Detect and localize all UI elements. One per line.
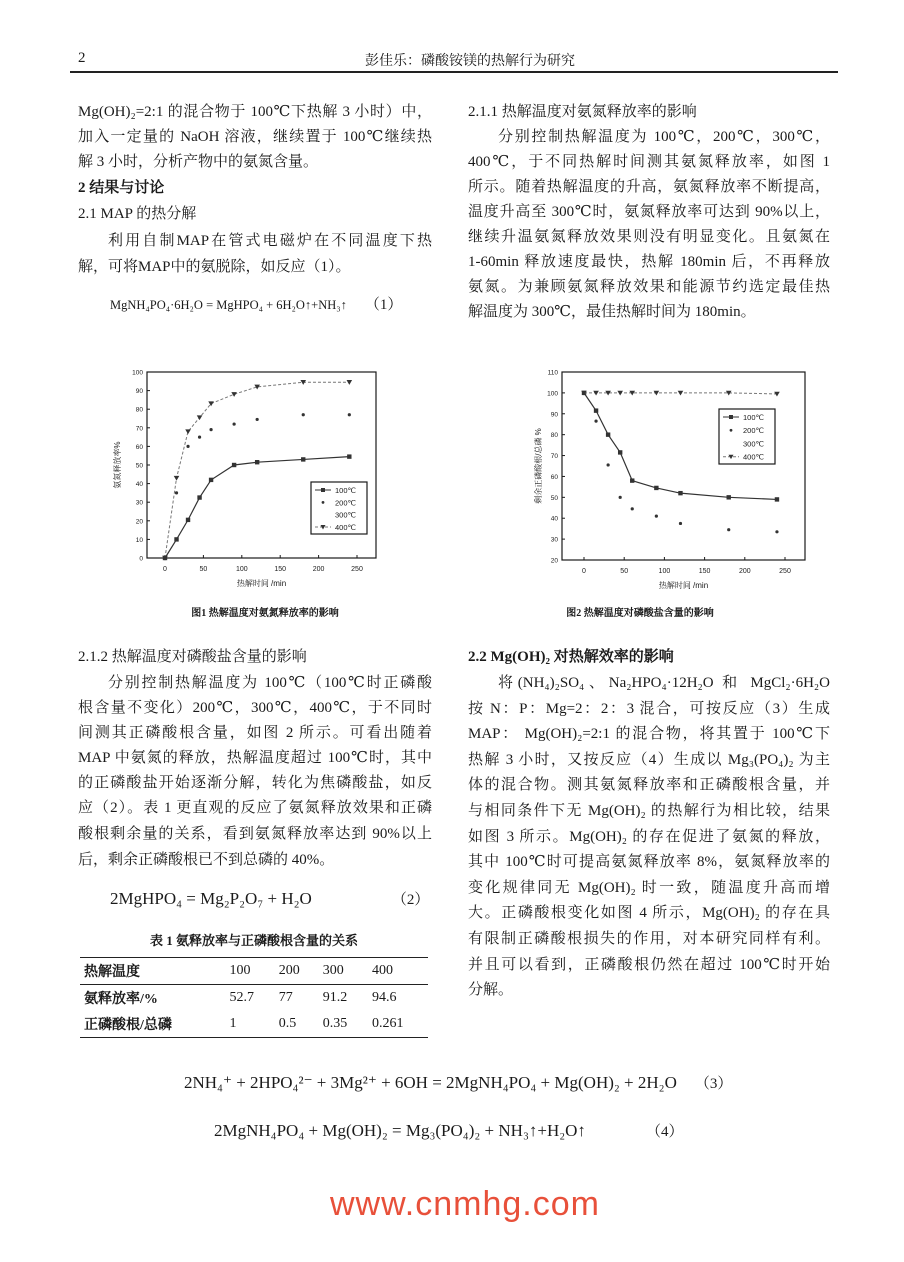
data-point-square bbox=[727, 495, 731, 499]
legend-marker-square bbox=[729, 415, 733, 419]
text-line: 酸根剩余量的关系，看到氨氮释放率达到 90%以上 bbox=[78, 826, 432, 842]
text-line: 热解 3 小时，又按反应（4）生成以 Mg₃(PO₄)₂ 为主 bbox=[468, 752, 830, 768]
y-tick-label: 60 bbox=[550, 473, 558, 481]
legend-label: 200℃ bbox=[335, 498, 356, 508]
text-line: 分解。 bbox=[468, 982, 514, 998]
y-tick-label: 80 bbox=[135, 406, 143, 414]
figure-2-caption: 图2 热解温度对磷酸盐含量的影响 bbox=[566, 608, 714, 619]
data-point-dot bbox=[727, 528, 730, 531]
data-point-triangle bbox=[185, 429, 191, 434]
x-axis-label: 热解时间 /min bbox=[236, 579, 287, 588]
x-tick-label: 0 bbox=[163, 566, 167, 573]
table-cell: 0.261 bbox=[372, 1016, 404, 1031]
legend-label: 100℃ bbox=[335, 486, 356, 495]
legend-marker-dot bbox=[322, 501, 325, 504]
table-header-cell: 300 bbox=[319, 958, 368, 985]
text-line: Mg(OH)₂=2:1 的混合物于 100℃下热解 3 小时）中， bbox=[78, 104, 432, 120]
x-tick-label: 150 bbox=[698, 568, 711, 575]
data-point-square bbox=[186, 518, 190, 522]
text-line: 其中 100℃时可提高氨氮释放率 8%，氨氮释放率的 bbox=[468, 854, 830, 870]
y-tick-label: 40 bbox=[135, 481, 143, 489]
table-cell: 氨释放率/% bbox=[84, 992, 158, 1007]
table-header-cell: 400 bbox=[368, 958, 428, 985]
data-point-dot bbox=[775, 530, 778, 533]
equation-3-number: （3） bbox=[694, 1076, 733, 1092]
subsection-heading: 2.2 Mg(OH)₂ 对热解效率的影响 bbox=[468, 649, 674, 665]
table-cell: 0.5 bbox=[278, 1016, 297, 1031]
legend-label: 100℃ bbox=[743, 413, 764, 422]
x-tick-label: 100 bbox=[235, 566, 248, 573]
table-cell: 52.7 bbox=[229, 990, 254, 1005]
equation-2: 2MgHPO₄ = Mg₂P₂O₇ + H₂O bbox=[110, 889, 312, 908]
text-line: 分别控制热解温度为 100℃，200℃，300℃， bbox=[498, 129, 830, 145]
table-header-cell: 热解温度 bbox=[80, 958, 225, 985]
x-tick-label: 200 bbox=[738, 568, 751, 575]
subsection-heading: 2.1.1 热解温度对氨氮释放率的影响 bbox=[468, 104, 697, 120]
equation-1-number: （1） bbox=[364, 297, 403, 313]
watermark: www.cnmhg.com bbox=[330, 1185, 600, 1223]
y-axis-label: 氨氮释放率% bbox=[113, 441, 122, 489]
page-number: 2 bbox=[78, 50, 86, 66]
text-line: 大。正磷酸根变化如图 4 所示，Mg(OH)₂ 的存在具 bbox=[468, 905, 830, 921]
text-line: 继续升温氨氮释放效果则没有明显变化。且氨氮在 bbox=[468, 229, 830, 245]
data-point-dot bbox=[233, 422, 236, 425]
text-line: 间测其正磷酸根含量，如图 2 所示。可看出随着 bbox=[78, 725, 432, 741]
y-tick-label: 60 bbox=[135, 443, 143, 451]
table-cell: 91.2 bbox=[322, 990, 348, 1005]
data-point-dot bbox=[175, 491, 178, 494]
data-point-dot bbox=[655, 515, 658, 518]
data-point-square bbox=[594, 408, 598, 412]
data-point-triangle bbox=[678, 391, 684, 396]
plot-frame bbox=[562, 372, 805, 560]
running-title: 彭佳乐：磷酸铵镁的热解行为研究 bbox=[365, 54, 575, 69]
data-point-square bbox=[654, 486, 658, 490]
data-point-square bbox=[174, 537, 178, 541]
data-point-triangle bbox=[231, 392, 237, 397]
data-point-square bbox=[197, 495, 201, 499]
data-point-square bbox=[347, 454, 351, 458]
equation-2-row bbox=[110, 888, 429, 909]
text-line: 体的混合物。测其氨氮释放率和正磷酸根含量，并 bbox=[468, 777, 830, 793]
data-point-triangle bbox=[174, 476, 180, 481]
equation-3: 2NH₄⁺ + 2HPO₄²⁻ + 3Mg²⁺ + 6OH = 2MgNH₄PO₄ + Mg(OH)₂ + 2H₂O bbox=[184, 1073, 677, 1092]
table-header-cell: 100 bbox=[225, 958, 274, 985]
text-line: MAP 中氨氮的释放，热解温度超过 100℃时，其中 bbox=[78, 750, 432, 766]
y-tick-label: 30 bbox=[550, 536, 558, 544]
y-tick-label: 80 bbox=[550, 432, 558, 440]
x-tick-label: 0 bbox=[582, 568, 586, 575]
legend-marker-dot bbox=[730, 429, 733, 432]
x-tick-label: 50 bbox=[620, 568, 629, 575]
text-line: 利用自制MAP在管式电磁炉在不同温度下热 bbox=[108, 233, 432, 249]
x-tick-label: 250 bbox=[779, 568, 791, 575]
table-cell: 94.6 bbox=[372, 990, 397, 1005]
y-tick-label: 70 bbox=[135, 425, 143, 433]
legend-label: 200℃ bbox=[743, 426, 764, 436]
data-point-dot bbox=[302, 413, 305, 416]
text-line: MAP： Mg(OH)₂=2:1 的混合物，将其置于 100℃下 bbox=[468, 726, 830, 742]
y-axis-label: 剩余正磷酸根/总磷 % bbox=[534, 428, 543, 504]
legend-label: 400℃ bbox=[335, 523, 356, 533]
y-tick-label: 20 bbox=[550, 557, 558, 565]
table-row bbox=[80, 1011, 428, 1038]
legend-label: 300℃ bbox=[743, 439, 764, 449]
data-point-square bbox=[255, 460, 259, 464]
data-point-square bbox=[209, 478, 213, 482]
table-cell: 正磷酸根/总磷 bbox=[84, 1018, 172, 1033]
legend-label: 400℃ bbox=[743, 452, 764, 462]
y-tick-label: 0 bbox=[139, 555, 143, 563]
x-tick-label: 150 bbox=[274, 566, 287, 573]
equation-3-row bbox=[184, 1072, 732, 1093]
data-point-dot bbox=[198, 436, 201, 439]
text-line: 的正磷酸盐开始逐渐分解，转化为焦磷酸盐，如反 bbox=[78, 775, 432, 791]
text-line: 1-60min 释放速度最快，热解 180min 后，不再释放 bbox=[468, 254, 830, 270]
data-point-dot bbox=[607, 463, 610, 466]
figure-1-caption: 图1 热解温度对氨氮释放率的影响 bbox=[191, 608, 339, 619]
table-cell: 0.35 bbox=[322, 1016, 348, 1031]
table-cell: 1 bbox=[229, 1016, 237, 1031]
data-point-square bbox=[606, 432, 610, 436]
y-tick-label: 20 bbox=[135, 518, 143, 526]
data-point-dot bbox=[679, 522, 682, 525]
legend-marker-square bbox=[321, 488, 325, 492]
y-tick-label: 100 bbox=[132, 369, 143, 377]
text-line: 氨氮。为兼顾氨氮释放效果和能源节约选定最佳热 bbox=[468, 279, 830, 295]
y-tick-label: 90 bbox=[550, 411, 558, 419]
data-point-square bbox=[775, 497, 779, 501]
text-line: 所示。随着热解温度的升高，氨氮释放率不断提高， bbox=[468, 179, 830, 195]
y-tick-label: 10 bbox=[135, 536, 143, 544]
data-point-square bbox=[232, 463, 236, 467]
table-header-row bbox=[80, 958, 428, 985]
text-line: 变化规律同无 Mg(OH)₂ 时一致，随温度升高而增 bbox=[468, 880, 830, 896]
y-tick-label: 110 bbox=[547, 369, 558, 377]
section-heading: 2 结果与讨论 bbox=[78, 180, 165, 196]
x-tick-label: 200 bbox=[312, 566, 325, 573]
text-line: 与相同条件下无 Mg(OH)₂ 的热解行为相比较，结果 bbox=[468, 803, 830, 819]
y-tick-label: 100 bbox=[547, 390, 558, 398]
y-tick-label: 50 bbox=[550, 494, 558, 502]
data-point-dot bbox=[186, 445, 189, 448]
equation-4: 2MgNH₄PO₄ + Mg(OH)₂ = Mg₃(PO₄)₂ + NH₃↑+H₂O↑ bbox=[214, 1121, 586, 1140]
table-1 bbox=[80, 957, 428, 1038]
x-tick-label: 50 bbox=[199, 566, 208, 573]
text-line: 如图 3 所示。Mg(OH)₂ 的存在促进了氨氮的释放， bbox=[468, 829, 830, 845]
subsection-heading: 2.1 MAP 的热分解 bbox=[78, 206, 197, 222]
text-line: 解，可将MAP中的氨脱除，如反应（1）。 bbox=[78, 259, 351, 275]
text-line: 根含量不变化）200℃，300℃，400℃，于不同时 bbox=[78, 700, 432, 716]
table-1-caption: 表 1 氨释放率与正磷酸根含量的关系 bbox=[149, 933, 358, 948]
data-point-dot bbox=[631, 507, 634, 510]
text-line: 加入一定量的 NaOH 溶液，继续置于 100℃继续热 bbox=[78, 129, 432, 145]
equation-1: MgNH₄PO₄·6H₂O = MgHPO₄ + 6H₂O↑+NH₃↑ bbox=[110, 298, 347, 312]
data-point-triangle bbox=[617, 391, 623, 396]
subsection-heading: 2.1.2 热解温度对磷酸盐含量的影响 bbox=[78, 649, 307, 665]
data-point-dot bbox=[348, 413, 351, 416]
text-line: 有限制正磷酸根损失的作用，对本研究同样有利。 bbox=[468, 931, 830, 947]
table-cell: 77 bbox=[278, 990, 293, 1005]
equation-4-row bbox=[214, 1120, 683, 1141]
text-line: 将(NH₄)₂SO₄、Na₂HPO₄·12H₂O 和 MgCl₂·6H₂O bbox=[498, 675, 830, 691]
text-line: 并且可以看到，正磷酸根仍然在超过 100℃时开始 bbox=[468, 957, 830, 973]
equation-4-number: （4） bbox=[645, 1124, 684, 1140]
text-line: 按 N：P：Mg=2：2：3 混合，可按反应（3）生成 bbox=[468, 701, 830, 717]
data-point-dot bbox=[256, 418, 259, 421]
equation-2-number: （2） bbox=[391, 892, 430, 908]
text-line: 400℃，于不同热解时间测其氨氮释放率，如图 1 bbox=[468, 154, 830, 170]
data-point-dot bbox=[619, 496, 622, 499]
data-point-square bbox=[678, 491, 682, 495]
table-header-cell: 200 bbox=[275, 958, 319, 985]
y-tick-label: 70 bbox=[550, 453, 558, 461]
y-tick-label: 50 bbox=[135, 462, 143, 470]
x-tick-label: 250 bbox=[351, 566, 363, 573]
text-line: 解温度为 300℃，最佳热解时间为 180min。 bbox=[468, 304, 756, 320]
x-axis-label: 热解时间 /min bbox=[658, 581, 709, 590]
text-line: 温度升高至 300℃时，氨氮释放率可达到 90%以上， bbox=[468, 204, 830, 220]
data-point-triangle bbox=[347, 380, 353, 385]
data-point-square bbox=[301, 457, 305, 461]
text-line: 解 3 小时，分析产物中的氨氮含量。 bbox=[78, 154, 319, 170]
text-line: 应（2）。表 1 更直观的反应了氨氮释放效果和正磷 bbox=[78, 800, 432, 816]
y-tick-label: 40 bbox=[550, 515, 558, 523]
text-line: 后，剩余正磷酸根已不到总磷的 40%。 bbox=[78, 852, 335, 868]
table-row bbox=[80, 985, 428, 1012]
data-point-dot bbox=[209, 428, 212, 431]
legend-label: 300℃ bbox=[335, 510, 356, 520]
data-point-square bbox=[630, 478, 634, 482]
x-tick-label: 100 bbox=[658, 568, 671, 575]
data-point-dot bbox=[594, 419, 597, 422]
y-tick-label: 30 bbox=[135, 499, 143, 507]
data-point-triangle bbox=[197, 415, 203, 420]
data-point-square bbox=[618, 450, 622, 454]
y-tick-label: 90 bbox=[135, 388, 143, 396]
text-line: 分别控制热解温度为 100℃（100℃时正磷酸 bbox=[108, 675, 432, 691]
